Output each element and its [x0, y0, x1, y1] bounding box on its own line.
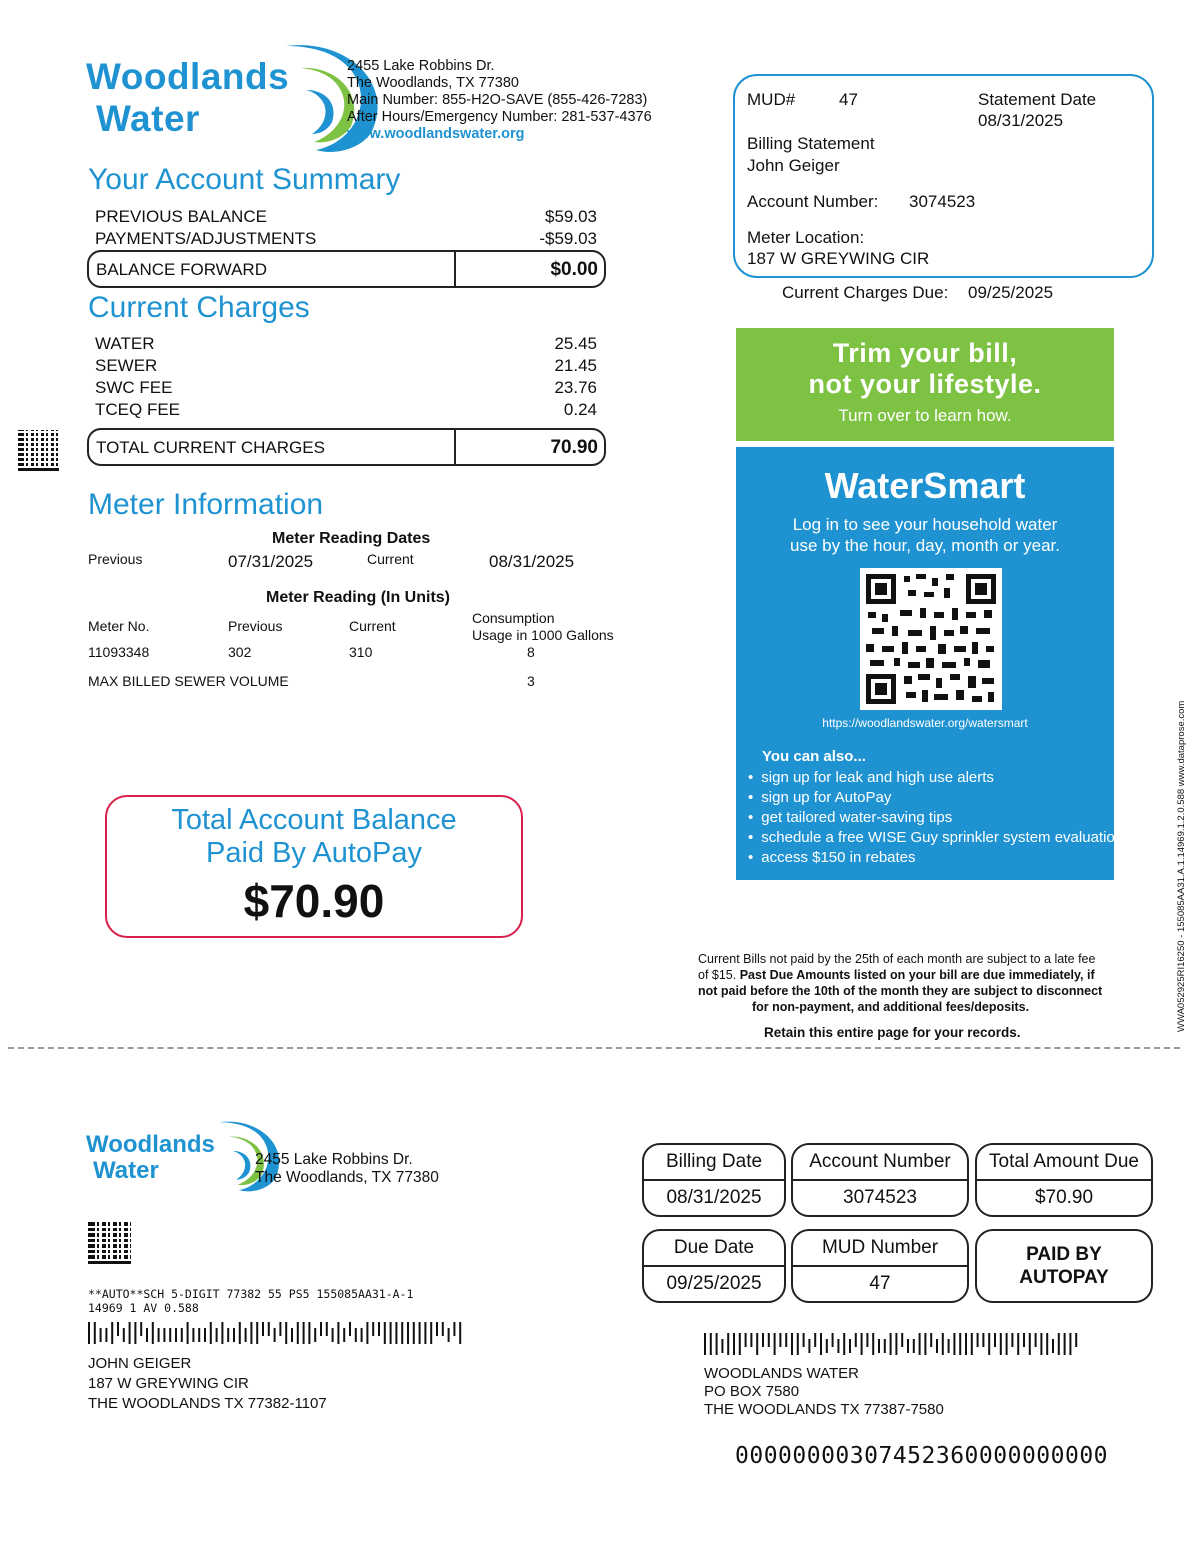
balance-forward-box: [87, 250, 606, 288]
bullet-autopay: • sign up for AutoPay: [748, 788, 1123, 808]
watersmart-text2: use by the hour, day, month or year.: [790, 536, 1060, 555]
barcode-bar: [919, 1333, 921, 1355]
notice-line4: for non-payment, and additional fees/deposits.: [752, 1000, 1030, 1014]
meter-location-value: 187 W GREYWING CIR: [747, 249, 930, 268]
barcode-bar: [111, 1322, 113, 1344]
barcode-bar: [959, 1333, 961, 1355]
barcode-bar: [948, 1339, 950, 1353]
barcode-bar: [140, 1322, 142, 1336]
barcode-bar: [797, 1333, 799, 1355]
barcode-bar: [413, 1322, 415, 1344]
perforation-line: [8, 1047, 1180, 1049]
barcode-bar: [1035, 1333, 1037, 1347]
company-contact: [347, 58, 652, 143]
barcode-bar: [343, 1328, 345, 1342]
sewer-volume-value: 3: [527, 673, 535, 689]
mud-number-box: [791, 1229, 969, 1303]
barcode-bar: [861, 1333, 863, 1355]
barcode-bar: [349, 1322, 351, 1336]
barcode-bar: [977, 1333, 979, 1347]
barcode-bar: [192, 1328, 194, 1342]
barcode-bar: [419, 1322, 421, 1344]
barcode-bar: [936, 1339, 938, 1353]
charge-label-water: WATER: [95, 334, 155, 353]
barcode-bar: [785, 1333, 787, 1347]
barcode-bar: [297, 1322, 299, 1344]
autopay-line1: Total Account Balance: [171, 804, 457, 836]
mud-number-value: 47: [869, 1273, 891, 1294]
account-number-value: 3074523: [909, 192, 976, 211]
charge-label-swc: SWC FEE: [95, 378, 173, 397]
bullet-sprinkler: • schedule a free WISE Guy sprinkler system evaluation: [748, 828, 1123, 848]
barcode-bar: [826, 1339, 828, 1353]
barcode-bar: [913, 1339, 915, 1353]
barcode-bar: [895, 1333, 897, 1355]
charge-value-water: 25.45: [554, 334, 597, 353]
qr-code-icon: [860, 568, 1002, 710]
barcode-bar: [745, 1333, 747, 1347]
paid-autopay-line1: PAID BY: [1026, 1244, 1102, 1265]
meter-number: 11093348: [88, 644, 150, 660]
barcode-bar: [134, 1322, 136, 1344]
stub-company-logo: [86, 1117, 256, 1192]
barcode-bar: [1058, 1333, 1060, 1355]
mud-number-label: MUD Number: [793, 1231, 967, 1267]
barcode-bar: [727, 1333, 729, 1355]
barcode-bar: [750, 1333, 752, 1347]
barcode-bar: [1000, 1333, 1002, 1355]
barcode-bar: [279, 1322, 281, 1336]
remittance-postal-barcode: [704, 1333, 1086, 1357]
watersmart-qr-code[interactable]: [860, 568, 1002, 710]
barcode-bar: [1064, 1333, 1066, 1355]
barcode-bar: [820, 1333, 822, 1355]
barcode-bar: [884, 1339, 886, 1353]
barcode-bar: [320, 1322, 322, 1336]
paid-autopay-box: [975, 1229, 1153, 1303]
due-date-value: 09/25/2025: [666, 1273, 762, 1294]
col-previous: Previous: [228, 618, 283, 634]
col-consumption: Consumption: [472, 610, 555, 626]
charge-label-sewer: SEWER: [95, 356, 158, 375]
mud-value: 47: [839, 90, 858, 109]
promo-green-line2: not your lifestyle.: [808, 369, 1042, 399]
total-charges-label: TOTAL CURRENT CHARGES: [96, 438, 325, 457]
barcode-bar: [890, 1333, 892, 1355]
barcode-bar: [204, 1328, 206, 1342]
barcode-bar: [739, 1333, 741, 1355]
barcode-bar: [837, 1339, 839, 1353]
barcode-bar: [855, 1333, 857, 1347]
reading-current: 310: [349, 644, 373, 660]
barcode-bar: [982, 1333, 984, 1347]
barcode-bar: [175, 1328, 177, 1342]
notice-line2: [698, 967, 1102, 983]
barcode-bar: [436, 1322, 438, 1336]
meter-info-title: Meter Information: [88, 488, 324, 521]
autopay-balance-box: [105, 795, 523, 938]
barcode-bar: [448, 1328, 450, 1342]
barcode-bar: [907, 1339, 909, 1353]
bullet-rebates: • access $150 in rebates: [748, 848, 1123, 868]
stub-logo-line1: Woodlands: [86, 1131, 215, 1158]
barcode-bar: [88, 1322, 90, 1344]
barcode-bar: [971, 1333, 973, 1355]
mailing-street: 187 W GREYWING CIR: [88, 1375, 249, 1392]
summary-value-previous: $59.03: [545, 207, 597, 226]
barcode-bar: [210, 1322, 212, 1344]
barcode-bar: [332, 1328, 334, 1342]
total-charges-divider: [454, 430, 456, 464]
barcode-bar: [762, 1333, 764, 1347]
balance-forward-label: BALANCE FORWARD: [96, 260, 267, 279]
barcode-bar: [1023, 1333, 1025, 1347]
barcode-bar: [378, 1322, 380, 1336]
col-usage: Usage in 1000 Gallons: [472, 627, 614, 643]
barcode-bar: [250, 1322, 252, 1344]
promo-green-line1: Trim your bill,: [832, 338, 1018, 368]
late-fee-notice: [698, 951, 1102, 1041]
stub-account-label: Account Number: [793, 1145, 967, 1181]
barcode-bar: [169, 1328, 171, 1342]
promo-green-line3: Turn over to learn how.: [838, 406, 1012, 425]
barcode-bar: [791, 1333, 793, 1355]
barcode-bar: [866, 1333, 868, 1347]
stub-datamatrix-code: [88, 1221, 131, 1264]
total-charges-value: 70.90: [550, 437, 598, 458]
barcode-bar: [442, 1322, 444, 1336]
remit-city: THE WOODLANDS TX 77387-7580: [704, 1401, 944, 1418]
barcode-bar: [158, 1328, 160, 1342]
barcode-bar: [942, 1333, 944, 1355]
watersmart-title: WaterSmart: [824, 465, 1026, 506]
charges-due-label: Current Charges Due:: [782, 283, 949, 302]
stub-address-line2: The Woodlands, TX 77380: [255, 1169, 439, 1186]
barcode-bar: [430, 1322, 432, 1344]
charge-value-swc: 23.76: [554, 378, 597, 397]
billing-date-value: 08/31/2025: [666, 1187, 762, 1208]
customer-name: John Geiger: [747, 156, 840, 175]
meter-location-label: Meter Location:: [747, 228, 865, 247]
barcode-bar: [221, 1322, 223, 1344]
logo-name-line2: Water: [96, 98, 200, 139]
barcode-bar: [849, 1339, 851, 1353]
paid-autopay-line2: AUTOPAY: [1019, 1267, 1109, 1288]
statement-date-label: Statement Date: [978, 90, 1097, 109]
meter-dates-heading: Meter Reading Dates: [272, 530, 431, 547]
barcode-bar: [129, 1322, 131, 1344]
barcode-bar: [123, 1328, 125, 1342]
barcode-bar: [716, 1333, 718, 1355]
total-due-box: [975, 1143, 1153, 1217]
barcode-bar: [808, 1339, 810, 1353]
current-charges-title: Current Charges: [88, 291, 310, 324]
mailing-city: THE WOODLANDS TX 77382-1107: [88, 1395, 327, 1412]
barcode-bar: [924, 1333, 926, 1355]
balance-forward-divider: [454, 252, 456, 286]
autopay-line2: Paid By AutoPay: [205, 837, 423, 869]
due-date-box: [642, 1229, 786, 1303]
barcode-bar: [930, 1333, 932, 1347]
meter-previous-date: 07/31/2025: [228, 552, 314, 571]
notice-line3: not paid before the 10th of the month they are subject to disconnect: [698, 984, 1103, 998]
notice-line2-start: of $15.: [698, 968, 740, 982]
summary-value-payments: -$59.03: [539, 229, 597, 248]
mailing-address: [88, 1354, 327, 1414]
barcode-bar: [1046, 1333, 1048, 1355]
barcode-bar: [366, 1322, 368, 1344]
barcode-bar: [453, 1322, 455, 1336]
barcode-bar: [291, 1328, 293, 1342]
barcode-bar: [407, 1322, 409, 1344]
barcode-bar: [756, 1333, 758, 1355]
total-due-label: Total Amount Due: [977, 1145, 1151, 1181]
barcode-bar: [459, 1322, 461, 1344]
barcode-bar: [361, 1328, 363, 1342]
barcode-bar: [117, 1322, 119, 1336]
sewer-volume-label: MAX BILLED SEWER VOLUME: [88, 673, 289, 689]
barcode-bar: [262, 1322, 264, 1336]
barcode-bar: [233, 1328, 235, 1342]
barcode-bar: [953, 1333, 955, 1355]
watersmart-text1: Log in to see your household water: [792, 515, 1058, 534]
barcode-bar: [878, 1339, 880, 1353]
watersmart-url[interactable]: https://woodlandswater.org/watersmart: [822, 716, 1028, 730]
barcode-bar: [401, 1322, 403, 1344]
promo-watersmart-panel: [736, 447, 1124, 880]
side-vertical-code: WWA052925RI16250 - 155085AA31.A.1.14969.1.2.0.588 www.dataprose.com: [1176, 700, 1187, 1032]
barcode-bar: [988, 1333, 990, 1355]
stub-account-value: 3074523: [843, 1187, 917, 1208]
logo-name-line1: Woodlands: [86, 56, 290, 97]
autopay-amount: $70.90: [243, 875, 385, 927]
barcode-bar: [100, 1328, 102, 1342]
charge-label-tceq: TCEQ FEE: [95, 400, 181, 419]
barcode-bar: [1069, 1333, 1071, 1355]
barcode-bar: [994, 1333, 996, 1347]
barcode-bar: [710, 1333, 712, 1355]
billing-date-box: [642, 1143, 786, 1217]
barcode-bar: [256, 1322, 258, 1344]
balance-forward-value: $0.00: [550, 259, 598, 280]
meter-current-date: 08/31/2025: [489, 552, 575, 571]
barcode-bar: [872, 1333, 874, 1355]
barcode-bar: [424, 1322, 426, 1344]
mail-sort-line1: **AUTO**SCH 5-DIGIT 77382 55 PS5 155085AA31-A-1: [88, 1287, 414, 1301]
charges-due-value: 09/25/2025: [968, 283, 1054, 302]
watersmart-also: You can also...: [762, 748, 866, 765]
barcode-bar: [274, 1328, 276, 1342]
mail-sort-line2: 14969 1 AV 0.588: [88, 1301, 199, 1315]
barcode-bar: [774, 1333, 776, 1355]
barcode-bar: [1052, 1339, 1054, 1353]
summary-label-previous: PREVIOUS BALANCE: [95, 207, 267, 226]
barcode-bar: [803, 1333, 805, 1347]
barcode-bar: [285, 1322, 287, 1344]
barcode-bar: [901, 1333, 903, 1347]
barcode-bar: [1017, 1333, 1019, 1355]
main-number: Main Number: 855-H2O-SAVE (855-426-7283): [347, 92, 648, 108]
barcode-bar: [198, 1328, 200, 1342]
barcode-bar: [216, 1328, 218, 1342]
barcode-bar: [163, 1328, 165, 1342]
summary-label-payments: PAYMENTS/ADJUSTMENTS: [95, 229, 317, 248]
watersmart-bullet-list: [748, 768, 1123, 868]
barcode-bar: [814, 1333, 816, 1347]
barcode-bar: [832, 1333, 834, 1347]
notice-line1: Current Bills not paid by the 25th of each month are subject to a late fee: [698, 952, 1096, 966]
mailing-name: JOHN GEIGER: [88, 1355, 192, 1372]
barcode-bar: [390, 1322, 392, 1344]
barcode-bar: [105, 1328, 107, 1342]
barcode-bar: [314, 1328, 316, 1342]
bullet-tips: • get tailored water-saving tips: [748, 808, 1123, 828]
barcode-bar: [965, 1333, 967, 1355]
barcode-bar: [721, 1339, 723, 1353]
meter-previous-label: Previous: [88, 551, 143, 567]
remittance-address: [704, 1365, 944, 1419]
barcode-bar: [1029, 1333, 1031, 1355]
barcode-bar: [245, 1328, 247, 1342]
remit-name: WOODLANDS WATER: [704, 1365, 860, 1382]
company-logo: [86, 38, 346, 153]
barcode-bar: [843, 1333, 845, 1355]
notice-line2-bold: Past Due Amounts listed on your bill are due immediately, if: [739, 968, 1095, 982]
barcode-bar: [181, 1328, 183, 1342]
due-date-label: Due Date: [644, 1231, 784, 1267]
total-charges-box: [87, 428, 606, 466]
notice-retain: Retain this entire page for your records.: [764, 1025, 1021, 1040]
barcode-bar: [1040, 1333, 1042, 1355]
barcode-bar: [303, 1322, 305, 1344]
barcode-bar: [308, 1322, 310, 1344]
bullet-leak-alerts: • sign up for leak and high use alerts: [748, 768, 1123, 788]
statement-box: [733, 74, 1154, 278]
customer-postal-barcode: [88, 1322, 468, 1344]
barcode-bar: [187, 1322, 189, 1344]
promo-green-banner: [736, 328, 1114, 441]
barcode-bar: [227, 1328, 229, 1342]
barcode-bar: [337, 1322, 339, 1344]
billing-date-label: Billing Date: [644, 1145, 784, 1181]
barcode-bar: [372, 1322, 374, 1336]
company-address-line2: The Woodlands, TX 77380: [347, 75, 519, 91]
barcode-bar: [733, 1333, 735, 1355]
barcode-bar: [355, 1328, 357, 1342]
barcode-bar: [239, 1322, 241, 1344]
account-number-box: [791, 1143, 969, 1217]
barcode-bar: [1011, 1333, 1013, 1347]
barcode-bar: [395, 1322, 397, 1344]
remit-box: PO BOX 7580: [704, 1383, 800, 1400]
barcode-bar: [268, 1322, 270, 1336]
ocr-scanline: 00000000307452360000000000: [735, 1443, 1109, 1469]
barcode-bar: [1006, 1333, 1008, 1355]
barcode-bar: [1075, 1333, 1077, 1347]
reading-previous: 302: [228, 644, 252, 660]
website-link[interactable]: www.woodlandswater.org: [347, 126, 525, 142]
total-due-value: $70.90: [1034, 1187, 1094, 1208]
stub-logo-line2: Water: [93, 1157, 159, 1184]
barcode-bar: [326, 1322, 328, 1336]
col-current: Current: [349, 618, 396, 634]
account-summary-title: Your Account Summary: [88, 163, 401, 196]
company-address-line1: 2455 Lake Robbins Dr.: [347, 58, 495, 74]
meter-reading-heading: Meter Reading (In Units): [266, 589, 451, 606]
emergency-number: After Hours/Emergency Number: 281-537-4376: [347, 109, 652, 125]
barcode-bar: [779, 1333, 781, 1347]
stub-address-line1: 2455 Lake Robbins Dr.: [255, 1151, 413, 1168]
mud-label: MUD#: [747, 90, 796, 109]
barcode-bar: [704, 1333, 706, 1355]
datamatrix-code: [18, 430, 59, 471]
meter-current-label: Current: [367, 551, 414, 567]
stub-company-address: [255, 1151, 439, 1187]
barcode-bar: [768, 1333, 770, 1347]
statement-date-value: 08/31/2025: [978, 111, 1064, 130]
account-number-label: Account Number:: [747, 192, 879, 211]
col-meter-no: Meter No.: [88, 618, 150, 634]
barcode-bar: [384, 1322, 386, 1344]
barcode-bar: [94, 1322, 96, 1344]
billing-statement-label: Billing Statement: [747, 134, 875, 153]
charge-value-tceq: 0.24: [563, 400, 597, 419]
reading-usage: 8: [527, 644, 535, 660]
charge-value-sewer: 21.45: [554, 356, 597, 375]
barcode-bar: [152, 1322, 154, 1344]
barcode-bar: [146, 1328, 148, 1342]
